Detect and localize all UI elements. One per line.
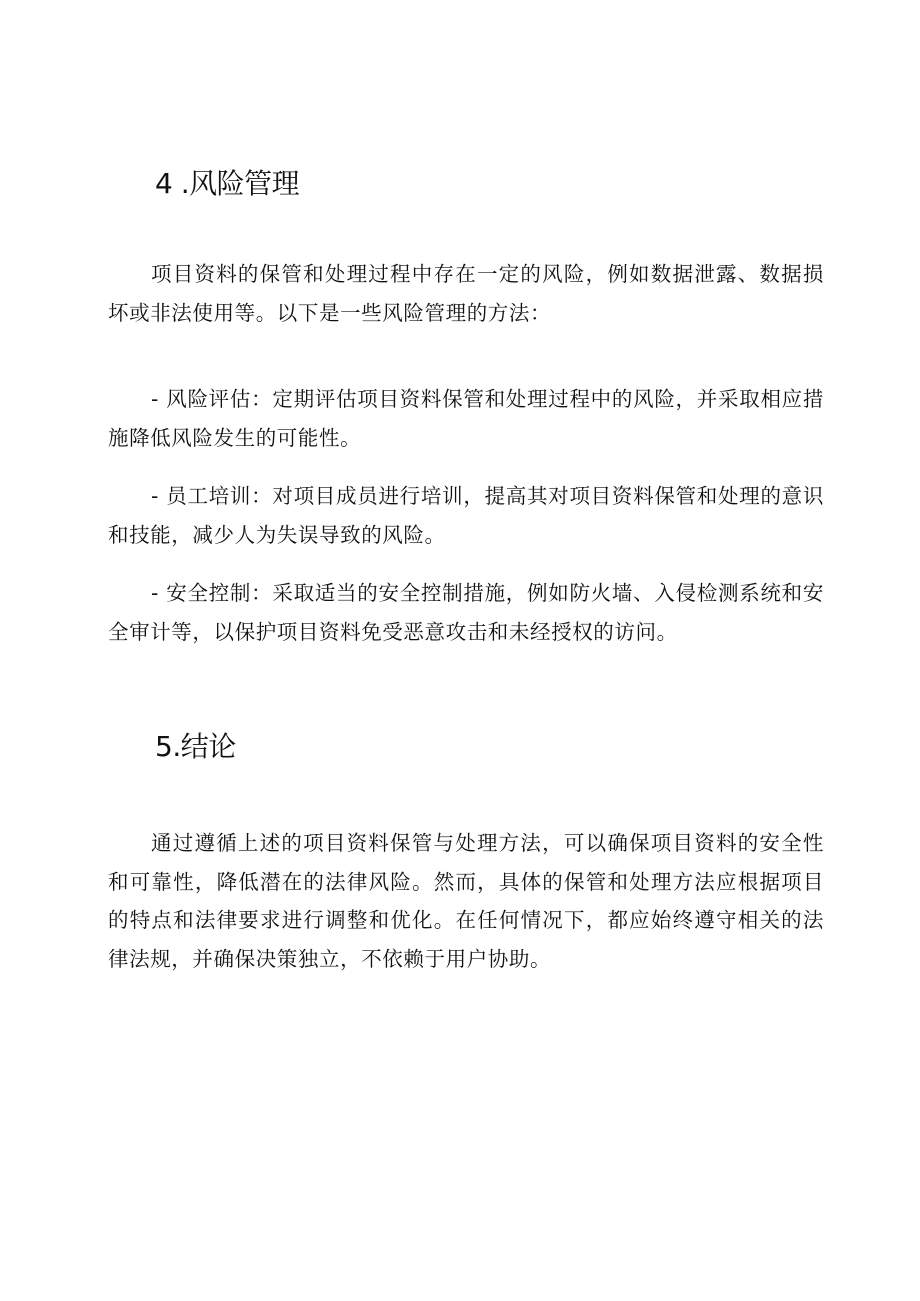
- staff-training-item: - 员工培训：对项目成员进行培训，提高其对项目资料保管和处理的意识和技能，减少人为失误导致的风险。: [108, 484, 824, 547]
- conclusion-paragraph: 通过遵循上述的项目资料保管与处理方法，可以确保项目资料的安全性和可靠性，降低潜在的法律风险。然而，具体的保管和处理方法应根据项目的特点和法律要求进行调整和优化。在任何情况下，都应始终遵守相关的法律法规，并确保决策独立，不依赖于用户协助。: [108, 831, 824, 971]
- section-5-heading: 5.结论: [155, 730, 236, 763]
- security-control-item: - 安全控制：采取适当的安全控制措施，例如防火墙、入侵检测系统和安全审计等，以保护项目资料免受恶意攻击和未经授权的访问。: [108, 581, 824, 644]
- risk-assessment-item: - 风险评估：定期评估项目资料保管和处理过程中的风险，并采取相应措施降低风险发生的可能性。: [108, 387, 824, 450]
- section-4-intro-paragraph: 项目资料的保管和处理过程中存在一定的风险，例如数据泄露、数据损坏或非法使用等。以下是一些风险管理的方法：: [108, 262, 824, 325]
- section-4-heading: 4 .风险管理: [155, 167, 300, 200]
